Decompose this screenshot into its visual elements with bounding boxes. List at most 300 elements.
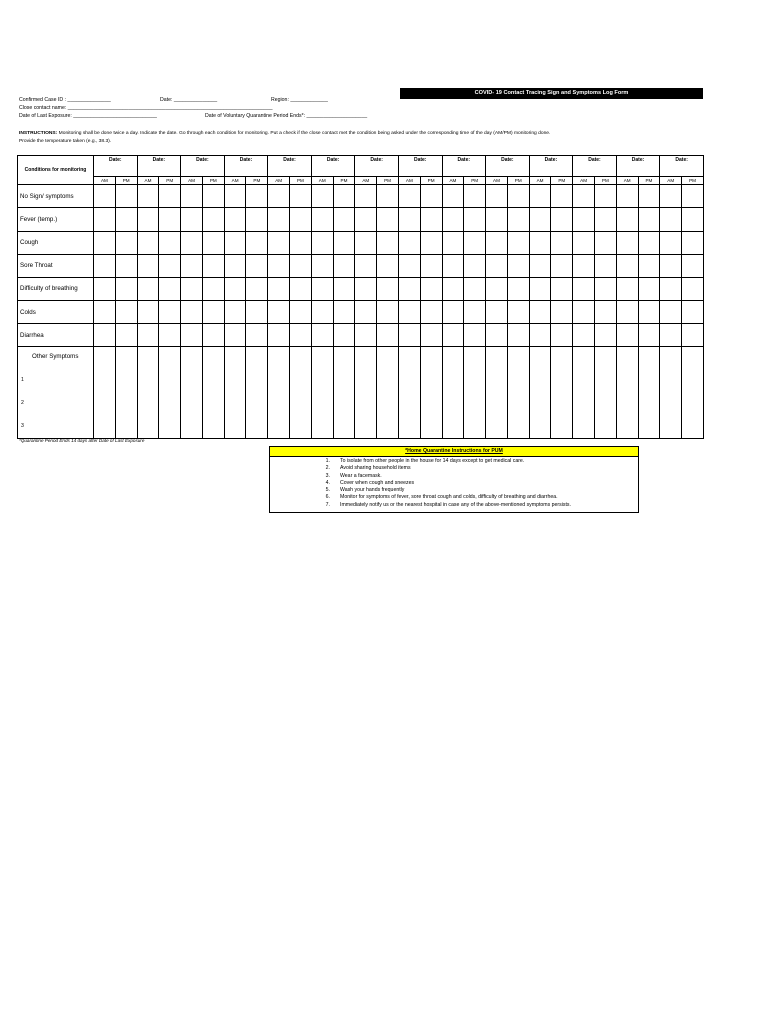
check-cell[interactable] bbox=[290, 347, 312, 439]
check-cell[interactable] bbox=[420, 324, 442, 347]
date-cell[interactable]: Date: bbox=[398, 156, 442, 177]
am-header: AM bbox=[94, 177, 116, 185]
check-cell[interactable] bbox=[224, 324, 246, 347]
instruction-item bbox=[270, 487, 638, 494]
check-cell[interactable] bbox=[486, 208, 508, 231]
check-cell[interactable] bbox=[660, 277, 682, 300]
check-cell[interactable] bbox=[594, 208, 616, 231]
check-cell[interactable] bbox=[594, 324, 616, 347]
check-cell[interactable] bbox=[442, 254, 464, 277]
pm-header: PM bbox=[551, 177, 573, 185]
check-cell[interactable] bbox=[181, 277, 203, 300]
check-cell[interactable] bbox=[638, 254, 660, 277]
check-cell[interactable] bbox=[202, 300, 224, 323]
check-cell[interactable] bbox=[486, 324, 508, 347]
check-cell[interactable] bbox=[268, 254, 290, 277]
check-cell[interactable] bbox=[311, 300, 333, 323]
check-cell[interactable] bbox=[94, 324, 116, 347]
check-cell[interactable] bbox=[333, 324, 355, 347]
instruction-item bbox=[270, 494, 638, 501]
check-cell[interactable] bbox=[268, 185, 290, 208]
check-cell[interactable] bbox=[529, 254, 551, 277]
check-cell[interactable] bbox=[486, 231, 508, 254]
check-cell[interactable] bbox=[137, 208, 159, 231]
instruction-text: Monitor for symptoms of fever, sore throat cough and colds, difficulty of breathing and diarrhea. bbox=[340, 494, 558, 501]
check-cell[interactable] bbox=[551, 185, 573, 208]
check-cell[interactable] bbox=[551, 277, 573, 300]
check-cell[interactable] bbox=[268, 300, 290, 323]
other-symptoms-label: Other Symptoms bbox=[32, 353, 79, 361]
check-cell[interactable] bbox=[137, 300, 159, 323]
check-cell[interactable] bbox=[464, 347, 486, 439]
check-cell[interactable] bbox=[290, 324, 312, 347]
check-cell[interactable] bbox=[486, 300, 508, 323]
instruction-text: Wash your hands frequently bbox=[340, 487, 405, 494]
check-cell[interactable] bbox=[377, 277, 399, 300]
check-cell[interactable] bbox=[202, 254, 224, 277]
check-cell[interactable] bbox=[420, 185, 442, 208]
check-cell[interactable] bbox=[311, 185, 333, 208]
condition-label: Sore Throat bbox=[18, 254, 94, 277]
check-cell[interactable] bbox=[181, 347, 203, 439]
date-cell[interactable]: Date: bbox=[137, 156, 181, 177]
check-cell[interactable] bbox=[311, 231, 333, 254]
check-cell[interactable] bbox=[507, 208, 529, 231]
check-cell[interactable] bbox=[464, 277, 486, 300]
check-cell[interactable] bbox=[638, 300, 660, 323]
check-cell[interactable] bbox=[464, 231, 486, 254]
check-cell[interactable] bbox=[616, 208, 638, 231]
condition-label: No Sign/ symptoms bbox=[18, 185, 94, 208]
check-cell[interactable] bbox=[290, 185, 312, 208]
pm-header: PM bbox=[594, 177, 616, 185]
check-cell[interactable] bbox=[94, 254, 116, 277]
check-cell[interactable] bbox=[137, 277, 159, 300]
check-cell[interactable] bbox=[420, 277, 442, 300]
check-cell[interactable] bbox=[638, 277, 660, 300]
check-cell[interactable] bbox=[115, 347, 137, 439]
last-exposure-field[interactable]: Date of Last Exposure: _____________________________ bbox=[19, 113, 157, 119]
check-cell[interactable] bbox=[137, 347, 159, 439]
quarantine-end-field[interactable]: Date of Voluntary Quarantine Period Ends*: _____________________ bbox=[205, 113, 368, 119]
check-cell[interactable] bbox=[682, 300, 704, 323]
check-cell[interactable] bbox=[594, 254, 616, 277]
check-cell[interactable] bbox=[246, 254, 268, 277]
instruction-text: To isolate from other people in the house for 14 days except to get medical care. bbox=[340, 458, 525, 464]
check-cell[interactable] bbox=[573, 254, 595, 277]
pm-header: PM bbox=[507, 177, 529, 185]
check-cell[interactable] bbox=[94, 277, 116, 300]
date-cell[interactable]: Date: bbox=[311, 156, 355, 177]
check-cell[interactable] bbox=[115, 185, 137, 208]
am-header: AM bbox=[660, 177, 682, 185]
check-cell[interactable] bbox=[246, 185, 268, 208]
check-cell[interactable] bbox=[551, 324, 573, 347]
check-cell[interactable] bbox=[420, 300, 442, 323]
check-cell[interactable] bbox=[573, 300, 595, 323]
am-header: AM bbox=[181, 177, 203, 185]
check-cell[interactable] bbox=[159, 231, 181, 254]
condition-row bbox=[18, 254, 704, 277]
region-field[interactable]: Region: _____________ bbox=[271, 97, 328, 103]
form-title: COVID- 19 Contact Tracing Sign and Symptoms Log Form bbox=[400, 88, 703, 99]
check-cell[interactable] bbox=[660, 208, 682, 231]
check-cell[interactable] bbox=[594, 231, 616, 254]
check-cell[interactable] bbox=[682, 208, 704, 231]
check-cell[interactable] bbox=[333, 300, 355, 323]
date-cell[interactable]: Date: bbox=[660, 156, 704, 177]
check-cell[interactable] bbox=[181, 231, 203, 254]
check-cell[interactable] bbox=[377, 208, 399, 231]
check-cell[interactable] bbox=[420, 231, 442, 254]
check-cell[interactable] bbox=[202, 277, 224, 300]
check-cell[interactable] bbox=[616, 185, 638, 208]
conditions-header: Conditions for monitoring bbox=[18, 156, 94, 185]
pm-header: PM bbox=[202, 177, 224, 185]
check-cell[interactable] bbox=[442, 277, 464, 300]
check-cell[interactable] bbox=[442, 185, 464, 208]
check-cell[interactable] bbox=[355, 231, 377, 254]
check-cell[interactable] bbox=[202, 347, 224, 439]
pm-header: PM bbox=[638, 177, 660, 185]
check-cell[interactable] bbox=[529, 347, 551, 439]
close-contact-field[interactable]: Close contact name: _______________________________________________________________________ bbox=[19, 105, 273, 111]
check-cell[interactable] bbox=[486, 347, 508, 439]
check-cell[interactable] bbox=[94, 231, 116, 254]
check-cell[interactable] bbox=[311, 254, 333, 277]
check-cell[interactable] bbox=[616, 324, 638, 347]
check-cell[interactable] bbox=[355, 254, 377, 277]
check-cell[interactable] bbox=[660, 300, 682, 323]
check-cell[interactable] bbox=[246, 347, 268, 439]
check-cell[interactable] bbox=[115, 277, 137, 300]
check-cell[interactable] bbox=[398, 185, 420, 208]
check-cell[interactable] bbox=[682, 277, 704, 300]
home-quarantine-title-text: *Home Quarantine Instructions for PUM bbox=[405, 448, 503, 454]
check-cell[interactable] bbox=[137, 254, 159, 277]
check-cell[interactable] bbox=[202, 208, 224, 231]
date-cell[interactable]: Date: bbox=[486, 156, 530, 177]
check-cell[interactable] bbox=[224, 254, 246, 277]
check-cell[interactable] bbox=[311, 324, 333, 347]
check-cell[interactable] bbox=[355, 208, 377, 231]
condition-label: Cough bbox=[18, 231, 94, 254]
condition-label: Fever (temp.) bbox=[18, 208, 94, 231]
check-cell[interactable] bbox=[246, 208, 268, 231]
check-cell[interactable] bbox=[333, 277, 355, 300]
check-cell[interactable] bbox=[202, 324, 224, 347]
check-cell[interactable] bbox=[682, 347, 704, 439]
instruction-number: 5. bbox=[325, 487, 330, 494]
check-cell[interactable] bbox=[355, 277, 377, 300]
am-header: AM bbox=[224, 177, 246, 185]
check-cell[interactable] bbox=[594, 300, 616, 323]
check-cell[interactable] bbox=[529, 208, 551, 231]
check-cell[interactable] bbox=[137, 324, 159, 347]
check-cell[interactable] bbox=[529, 324, 551, 347]
check-cell[interactable] bbox=[181, 300, 203, 323]
check-cell[interactable] bbox=[268, 277, 290, 300]
instruction-number: 3. bbox=[325, 472, 330, 479]
check-cell[interactable] bbox=[594, 185, 616, 208]
check-cell[interactable] bbox=[573, 324, 595, 347]
check-cell[interactable] bbox=[638, 231, 660, 254]
instruction-text: Cover when cough and sneezes bbox=[340, 479, 415, 486]
check-cell[interactable] bbox=[638, 208, 660, 231]
pm-header: PM bbox=[290, 177, 312, 185]
check-cell[interactable] bbox=[159, 185, 181, 208]
check-cell[interactable] bbox=[94, 300, 116, 323]
check-cell[interactable] bbox=[398, 300, 420, 323]
check-cell[interactable] bbox=[94, 208, 116, 231]
check-cell[interactable] bbox=[464, 324, 486, 347]
check-cell[interactable] bbox=[573, 208, 595, 231]
check-cell[interactable] bbox=[355, 300, 377, 323]
check-cell[interactable] bbox=[442, 347, 464, 439]
check-cell[interactable] bbox=[377, 300, 399, 323]
symptoms-log-table bbox=[17, 155, 704, 439]
condition-row bbox=[18, 300, 704, 323]
date-cell[interactable]: Date: bbox=[529, 156, 573, 177]
check-cell[interactable] bbox=[616, 231, 638, 254]
check-cell[interactable] bbox=[115, 208, 137, 231]
check-cell[interactable] bbox=[551, 347, 573, 439]
check-cell[interactable] bbox=[616, 277, 638, 300]
am-header: AM bbox=[311, 177, 333, 185]
check-cell[interactable] bbox=[616, 254, 638, 277]
pm-header: PM bbox=[464, 177, 486, 185]
check-cell[interactable] bbox=[398, 324, 420, 347]
check-cell[interactable] bbox=[398, 231, 420, 254]
check-cell[interactable] bbox=[224, 347, 246, 439]
check-cell[interactable] bbox=[573, 347, 595, 439]
pm-header: PM bbox=[115, 177, 137, 185]
check-cell[interactable] bbox=[660, 347, 682, 439]
check-cell[interactable] bbox=[355, 185, 377, 208]
check-cell[interactable] bbox=[181, 208, 203, 231]
check-cell[interactable] bbox=[224, 185, 246, 208]
check-cell[interactable] bbox=[333, 231, 355, 254]
check-cell[interactable] bbox=[529, 277, 551, 300]
check-cell[interactable] bbox=[420, 347, 442, 439]
check-cell[interactable] bbox=[115, 254, 137, 277]
check-cell[interactable] bbox=[159, 300, 181, 323]
confirmed-case-field[interactable]: Confirmed Case ID : _______________ bbox=[19, 97, 111, 103]
check-cell[interactable] bbox=[311, 347, 333, 439]
date-cell[interactable]: Date: bbox=[224, 156, 268, 177]
check-cell[interactable] bbox=[355, 324, 377, 347]
check-cell[interactable] bbox=[464, 300, 486, 323]
check-cell[interactable] bbox=[268, 208, 290, 231]
date-cell[interactable]: Date: bbox=[355, 156, 399, 177]
instruction-text: Avoid sharing household items bbox=[340, 465, 411, 472]
check-cell[interactable] bbox=[464, 208, 486, 231]
am-header: AM bbox=[486, 177, 508, 185]
check-cell[interactable] bbox=[181, 254, 203, 277]
check-cell[interactable] bbox=[682, 324, 704, 347]
condition-row bbox=[18, 324, 704, 347]
check-cell[interactable] bbox=[159, 324, 181, 347]
check-cell[interactable] bbox=[333, 185, 355, 208]
check-cell[interactable] bbox=[137, 185, 159, 208]
check-cell[interactable] bbox=[660, 324, 682, 347]
check-cell[interactable] bbox=[246, 300, 268, 323]
check-cell[interactable] bbox=[398, 208, 420, 231]
pm-header: PM bbox=[377, 177, 399, 185]
am-header: AM bbox=[137, 177, 159, 185]
check-cell[interactable] bbox=[94, 185, 116, 208]
condition-label: Difficulty of breathing bbox=[18, 277, 94, 300]
check-cell[interactable] bbox=[398, 254, 420, 277]
other-symptom-number: 3 bbox=[21, 423, 24, 430]
check-cell[interactable] bbox=[507, 254, 529, 277]
check-cell[interactable] bbox=[246, 324, 268, 347]
am-header: AM bbox=[616, 177, 638, 185]
check-cell[interactable] bbox=[224, 300, 246, 323]
instruction-item bbox=[270, 480, 638, 487]
check-cell[interactable] bbox=[202, 231, 224, 254]
check-cell[interactable] bbox=[507, 347, 529, 439]
check-cell[interactable] bbox=[377, 254, 399, 277]
check-cell[interactable] bbox=[159, 277, 181, 300]
pm-header: PM bbox=[159, 177, 181, 185]
check-cell[interactable] bbox=[377, 185, 399, 208]
check-cell[interactable] bbox=[507, 324, 529, 347]
check-cell[interactable] bbox=[224, 231, 246, 254]
check-cell[interactable] bbox=[682, 185, 704, 208]
check-cell[interactable] bbox=[246, 277, 268, 300]
check-cell[interactable] bbox=[202, 185, 224, 208]
check-cell[interactable] bbox=[268, 324, 290, 347]
instructions-line2: Provide the temperature taken (e.g., 38.3). bbox=[19, 139, 112, 144]
check-cell[interactable] bbox=[638, 324, 660, 347]
check-cell[interactable] bbox=[529, 185, 551, 208]
check-cell[interactable] bbox=[355, 347, 377, 439]
check-cell[interactable] bbox=[573, 231, 595, 254]
instructions-text: Monitoring shall be done twice a day. Indicate the date. Go through each condition for monitoring. Put a check if the close contact met the condition being asked under the corresponding time of the day (AM/PM) monitoring done. bbox=[57, 131, 551, 136]
check-cell[interactable] bbox=[159, 208, 181, 231]
check-cell[interactable] bbox=[486, 254, 508, 277]
check-cell[interactable] bbox=[181, 185, 203, 208]
check-cell[interactable] bbox=[507, 185, 529, 208]
check-cell[interactable] bbox=[290, 300, 312, 323]
check-cell[interactable] bbox=[573, 277, 595, 300]
check-cell[interactable] bbox=[616, 347, 638, 439]
check-cell[interactable] bbox=[573, 185, 595, 208]
date-cell[interactable]: Date: bbox=[616, 156, 660, 177]
check-cell[interactable] bbox=[507, 300, 529, 323]
condition-label: Colds bbox=[18, 300, 94, 323]
am-header: AM bbox=[573, 177, 595, 185]
pm-header: PM bbox=[246, 177, 268, 185]
check-cell[interactable] bbox=[398, 347, 420, 439]
instruction-item bbox=[270, 465, 638, 472]
check-cell[interactable] bbox=[333, 254, 355, 277]
footnote: *Quarantine Period Ends 14 days after Date of Last Exposure bbox=[19, 438, 145, 443]
date-cell[interactable]: Date: bbox=[442, 156, 486, 177]
check-cell[interactable] bbox=[594, 347, 616, 439]
check-cell[interactable] bbox=[682, 254, 704, 277]
check-cell[interactable] bbox=[181, 324, 203, 347]
check-cell[interactable] bbox=[464, 254, 486, 277]
check-cell[interactable] bbox=[551, 300, 573, 323]
check-cell[interactable] bbox=[290, 254, 312, 277]
check-cell[interactable] bbox=[159, 347, 181, 439]
check-cell[interactable] bbox=[224, 277, 246, 300]
check-cell[interactable] bbox=[638, 347, 660, 439]
check-cell[interactable] bbox=[507, 231, 529, 254]
check-cell[interactable] bbox=[442, 231, 464, 254]
pm-header: PM bbox=[682, 177, 704, 185]
check-cell[interactable] bbox=[551, 208, 573, 231]
date-field[interactable]: Date: _______________ bbox=[160, 97, 218, 103]
date-cell[interactable]: Date: bbox=[94, 156, 138, 177]
instruction-number: 4. bbox=[325, 479, 330, 486]
check-cell[interactable] bbox=[224, 208, 246, 231]
instruction-text: Immediately notify us or the nearest hospital in case any of the above-mentioned symptoms persists. bbox=[340, 501, 571, 508]
check-cell[interactable] bbox=[442, 300, 464, 323]
check-cell[interactable] bbox=[115, 300, 137, 323]
date-cell[interactable]: Date: bbox=[181, 156, 225, 177]
check-cell[interactable] bbox=[464, 185, 486, 208]
check-cell[interactable] bbox=[377, 231, 399, 254]
check-cell[interactable] bbox=[594, 277, 616, 300]
check-cell[interactable] bbox=[638, 185, 660, 208]
check-cell[interactable] bbox=[94, 347, 116, 439]
check-cell[interactable] bbox=[159, 254, 181, 277]
check-cell[interactable] bbox=[507, 277, 529, 300]
check-cell[interactable] bbox=[529, 300, 551, 323]
check-cell[interactable] bbox=[660, 185, 682, 208]
instructions-label: INSTRUCTIONS: bbox=[19, 131, 58, 136]
check-cell[interactable] bbox=[442, 208, 464, 231]
check-cell[interactable] bbox=[115, 231, 137, 254]
check-cell[interactable] bbox=[268, 231, 290, 254]
check-cell[interactable] bbox=[529, 231, 551, 254]
check-cell[interactable] bbox=[486, 277, 508, 300]
check-cell[interactable] bbox=[377, 324, 399, 347]
check-cell[interactable] bbox=[551, 254, 573, 277]
check-cell[interactable] bbox=[420, 254, 442, 277]
check-cell[interactable] bbox=[290, 208, 312, 231]
check-cell[interactable] bbox=[420, 208, 442, 231]
check-cell[interactable] bbox=[682, 231, 704, 254]
check-cell[interactable] bbox=[268, 347, 290, 439]
check-cell[interactable] bbox=[311, 277, 333, 300]
am-header: AM bbox=[398, 177, 420, 185]
instruction-number: 7. bbox=[325, 501, 330, 508]
check-cell[interactable] bbox=[333, 208, 355, 231]
date-cell[interactable]: Date: bbox=[268, 156, 312, 177]
check-cell[interactable] bbox=[442, 324, 464, 347]
check-cell[interactable] bbox=[311, 208, 333, 231]
condition-row bbox=[18, 208, 704, 231]
check-cell[interactable] bbox=[115, 324, 137, 347]
check-cell[interactable] bbox=[551, 231, 573, 254]
date-cell[interactable]: Date: bbox=[573, 156, 617, 177]
check-cell[interactable] bbox=[290, 231, 312, 254]
check-cell[interactable] bbox=[333, 347, 355, 439]
check-cell[interactable] bbox=[616, 300, 638, 323]
check-cell[interactable] bbox=[246, 231, 268, 254]
check-cell[interactable] bbox=[377, 347, 399, 439]
check-cell[interactable] bbox=[398, 277, 420, 300]
check-cell[interactable] bbox=[137, 231, 159, 254]
check-cell[interactable] bbox=[486, 185, 508, 208]
check-cell[interactable] bbox=[660, 231, 682, 254]
check-cell[interactable] bbox=[290, 277, 312, 300]
check-cell[interactable] bbox=[660, 254, 682, 277]
